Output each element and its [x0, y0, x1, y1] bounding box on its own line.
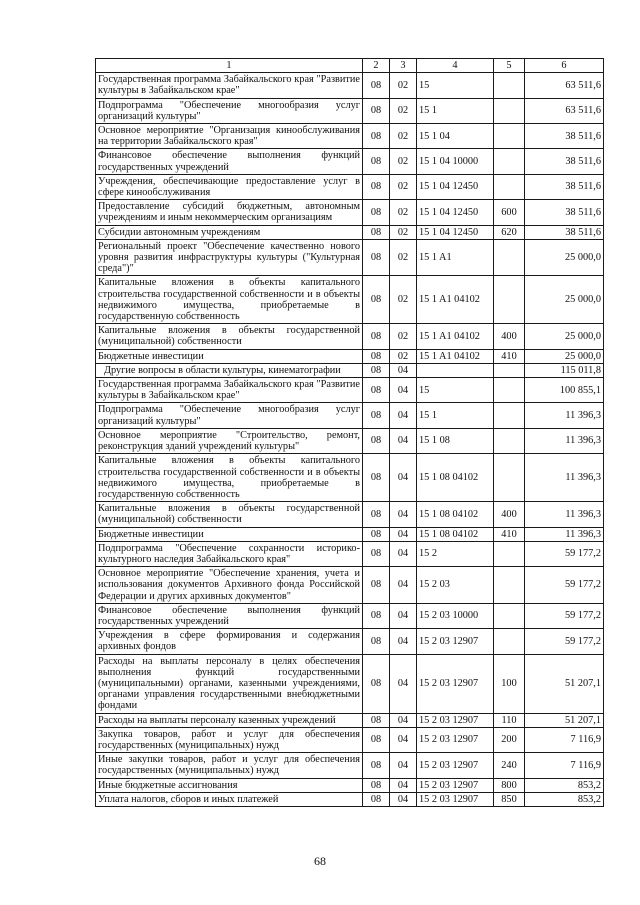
- cell-subsection: 02: [390, 324, 417, 349]
- cell-subsection: 04: [390, 378, 417, 403]
- cell-expense-type: 600: [494, 200, 525, 225]
- table-row: [96, 792, 604, 806]
- table-row: [96, 73, 604, 98]
- cell-expense-type: 400: [494, 502, 525, 527]
- cell-name: Государственная программа Забайкальского края "Развитие культуры в Забайкальском крае": [96, 378, 363, 403]
- cell-name: Основное мероприятие "Строительство, ремонт, реконструкция зданий учреждений культуры": [96, 428, 363, 453]
- cell-subsection: 04: [390, 502, 417, 527]
- cell-name: Подпрограмма "Обеспечение многообразия услуг организаций культуры": [96, 403, 363, 428]
- cell-section: 08: [363, 454, 390, 502]
- cell-amount: 11 396,3: [525, 527, 604, 541]
- cell-section: 08: [363, 527, 390, 541]
- table-row: [96, 239, 604, 276]
- cell-section: 08: [363, 603, 390, 628]
- cell-name: Иные закупки товаров, работ и услуг для обеспечения государственных (муниципальных) нужд: [96, 753, 363, 778]
- cell-amount: 59 177,2: [525, 603, 604, 628]
- cell-name: Другие вопросы в области культуры, кинематографии: [96, 363, 363, 377]
- header-row: [96, 59, 604, 73]
- table-row: [96, 378, 604, 403]
- cell-name: Бюджетные инвестиции: [96, 527, 363, 541]
- cell-target-article: 15 1 04 12450: [417, 225, 494, 239]
- cell-name: Субсидии автономным учреждениям: [96, 225, 363, 239]
- cell-amount: 25 000,0: [525, 349, 604, 363]
- cell-section: 08: [363, 149, 390, 174]
- cell-subsection: 04: [390, 629, 417, 654]
- cell-amount: 7 116,9: [525, 727, 604, 752]
- cell-section: 08: [363, 727, 390, 752]
- cell-target-article: 15 2 03: [417, 567, 494, 604]
- cell-amount: 100 855,1: [525, 378, 604, 403]
- cell-subsection: 04: [390, 363, 417, 377]
- page-number: 68: [314, 854, 326, 868]
- cell-expense-type: 850: [494, 792, 525, 806]
- cell-subsection: 02: [390, 200, 417, 225]
- cell-amount: 63 511,6: [525, 98, 604, 123]
- cell-amount: 853,2: [525, 778, 604, 792]
- cell-amount: 25 000,0: [525, 239, 604, 276]
- cell-expense-type: [494, 73, 525, 98]
- cell-section: 08: [363, 654, 390, 713]
- cell-target-article: 15 1 A1: [417, 239, 494, 276]
- table-row: [96, 541, 604, 566]
- cell-name: Учреждения в сфере формирования и содержания архивных фондов: [96, 629, 363, 654]
- cell-amount: 853,2: [525, 792, 604, 806]
- cell-name: Бюджетные инвестиции: [96, 349, 363, 363]
- cell-subsection: 04: [390, 713, 417, 727]
- cell-name: Иные бюджетные ассигнования: [96, 778, 363, 792]
- cell-subsection: 02: [390, 174, 417, 199]
- cell-expense-type: [494, 567, 525, 604]
- cell-target-article: 15 1 A1 04102: [417, 349, 494, 363]
- cell-expense-type: 200: [494, 727, 525, 752]
- cell-subsection: 04: [390, 654, 417, 713]
- cell-expense-type: [494, 239, 525, 276]
- cell-section: 08: [363, 124, 390, 149]
- cell-expense-type: 800: [494, 778, 525, 792]
- cell-subsection: 02: [390, 149, 417, 174]
- cell-amount: 59 177,2: [525, 541, 604, 566]
- cell-expense-type: [494, 403, 525, 428]
- cell-target-article: 15 1 04: [417, 124, 494, 149]
- cell-section: 08: [363, 98, 390, 123]
- cell-target-article: 15 2: [417, 541, 494, 566]
- cell-expense-type: 240: [494, 753, 525, 778]
- cell-expense-type: [494, 276, 525, 324]
- cell-subsection: 04: [390, 567, 417, 604]
- cell-subsection: 02: [390, 98, 417, 123]
- table-row: [96, 349, 604, 363]
- cell-amount: 59 177,2: [525, 629, 604, 654]
- cell-expense-type: [494, 541, 525, 566]
- cell-target-article: 15 1 A1 04102: [417, 276, 494, 324]
- table-row: [96, 527, 604, 541]
- cell-name: Финансовое обеспечение выполнения функций государственных учреждений: [96, 149, 363, 174]
- cell-target-article: 15 1 04 10000: [417, 149, 494, 174]
- cell-expense-type: [494, 98, 525, 123]
- cell-expense-type: [494, 454, 525, 502]
- table-row: [96, 753, 604, 778]
- cell-name: Капитальные вложения в объекты государственной (муниципальной) собственности: [96, 324, 363, 349]
- table-row: [96, 629, 604, 654]
- cell-name: Расходы на выплаты персоналу казенных учреждений: [96, 713, 363, 727]
- cell-section: 08: [363, 276, 390, 324]
- cell-amount: 38 511,6: [525, 124, 604, 149]
- cell-expense-type: 400: [494, 324, 525, 349]
- cell-target-article: 15: [417, 73, 494, 98]
- cell-section: 08: [363, 174, 390, 199]
- cell-amount: 38 511,6: [525, 225, 604, 239]
- table-row: [96, 174, 604, 199]
- cell-subsection: 04: [390, 454, 417, 502]
- cell-subsection: 04: [390, 403, 417, 428]
- cell-target-article: 15 2 03 12907: [417, 713, 494, 727]
- table-row: [96, 727, 604, 752]
- cell-target-article: 15 1 04 12450: [417, 200, 494, 225]
- table-row: [96, 324, 604, 349]
- cell-section: 08: [363, 567, 390, 604]
- cell-section: 08: [363, 200, 390, 225]
- cell-name: Государственная программа Забайкальского края "Развитие культуры в Забайкальском крае": [96, 73, 363, 98]
- cell-name: Подпрограмма "Обеспечение многообразия услуг организаций культуры": [96, 98, 363, 123]
- cell-amount: 38 511,6: [525, 174, 604, 199]
- cell-expense-type: [494, 124, 525, 149]
- cell-amount: 63 511,6: [525, 73, 604, 98]
- cell-target-article: 15 1: [417, 98, 494, 123]
- budget-table: [95, 58, 604, 807]
- cell-name: Капитальные вложения в объекты капитального строительства государственной собственности и в объекты недвижимого имущества, приобретаемые в государственную собственность: [96, 276, 363, 324]
- cell-expense-type: [494, 174, 525, 199]
- table-row: [96, 200, 604, 225]
- table-row: [96, 124, 604, 149]
- table-row: [96, 454, 604, 502]
- cell-section: 08: [363, 502, 390, 527]
- table-row: [96, 363, 604, 377]
- cell-amount: 51 207,1: [525, 713, 604, 727]
- cell-subsection: 02: [390, 124, 417, 149]
- header-col-1: 1: [96, 59, 363, 73]
- cell-amount: 11 396,3: [525, 403, 604, 428]
- cell-section: 08: [363, 428, 390, 453]
- header-col-4: 4: [417, 59, 494, 73]
- cell-expense-type: 410: [494, 527, 525, 541]
- cell-subsection: 02: [390, 239, 417, 276]
- cell-amount: 11 396,3: [525, 428, 604, 453]
- cell-subsection: 02: [390, 276, 417, 324]
- cell-expense-type: [494, 149, 525, 174]
- cell-amount: 38 511,6: [525, 200, 604, 225]
- cell-expense-type: 110: [494, 713, 525, 727]
- cell-section: 08: [363, 378, 390, 403]
- header-col-3: 3: [390, 59, 417, 73]
- cell-expense-type: 620: [494, 225, 525, 239]
- cell-name: Капитальные вложения в объекты государственной (муниципальной) собственности: [96, 502, 363, 527]
- cell-subsection: 04: [390, 792, 417, 806]
- cell-subsection: 04: [390, 603, 417, 628]
- cell-name: Предоставление субсидий бюджетным, автономным учреждениям и иным некоммерческим организациям: [96, 200, 363, 225]
- cell-target-article: 15: [417, 378, 494, 403]
- cell-section: 08: [363, 778, 390, 792]
- cell-target-article: 15 1 08: [417, 428, 494, 453]
- cell-target-article: 15 1 08 04102: [417, 527, 494, 541]
- cell-subsection: 04: [390, 753, 417, 778]
- table-row: [96, 149, 604, 174]
- table-row: [96, 98, 604, 123]
- table-row: [96, 403, 604, 428]
- table-row: [96, 428, 604, 453]
- cell-subsection: 04: [390, 541, 417, 566]
- cell-target-article: 15 1: [417, 403, 494, 428]
- table-body: [96, 73, 604, 807]
- cell-target-article: 15 1 A1 04102: [417, 324, 494, 349]
- header-col-5: 5: [494, 59, 525, 73]
- cell-section: 08: [363, 349, 390, 363]
- cell-target-article: 15 2 03 12907: [417, 778, 494, 792]
- cell-amount: 25 000,0: [525, 276, 604, 324]
- cell-amount: 38 511,6: [525, 149, 604, 174]
- cell-subsection: 02: [390, 349, 417, 363]
- cell-amount: 25 000,0: [525, 324, 604, 349]
- cell-expense-type: [494, 363, 525, 377]
- cell-section: 08: [363, 541, 390, 566]
- cell-section: 08: [363, 792, 390, 806]
- cell-section: 08: [363, 239, 390, 276]
- table-row: [96, 713, 604, 727]
- cell-subsection: 04: [390, 727, 417, 752]
- cell-expense-type: [494, 428, 525, 453]
- table-row: [96, 225, 604, 239]
- cell-target-article: [417, 363, 494, 377]
- cell-target-article: 15 2 03 12907: [417, 654, 494, 713]
- cell-name: Основное мероприятие "Обеспечение хранения, учета и использования документов Архивного фонда Российской Федерации и других архивных документов": [96, 567, 363, 604]
- cell-section: 08: [363, 225, 390, 239]
- header-col-6: 6: [525, 59, 604, 73]
- cell-subsection: 04: [390, 527, 417, 541]
- cell-name: Региональный проект "Обеспечение качественно нового уровня развития инфраструктуры культуры ("Культурная среда")": [96, 239, 363, 276]
- cell-amount: 115 011,8: [525, 363, 604, 377]
- cell-amount: 51 207,1: [525, 654, 604, 713]
- cell-section: 08: [363, 713, 390, 727]
- cell-expense-type: [494, 629, 525, 654]
- table-row: [96, 276, 604, 324]
- table-row: [96, 567, 604, 604]
- cell-target-article: 15 1 04 12450: [417, 174, 494, 199]
- cell-target-article: 15 2 03 12907: [417, 629, 494, 654]
- cell-section: 08: [363, 324, 390, 349]
- cell-expense-type: [494, 603, 525, 628]
- cell-subsection: 02: [390, 73, 417, 98]
- cell-amount: 11 396,3: [525, 502, 604, 527]
- cell-section: 08: [363, 403, 390, 428]
- table-header: [96, 59, 604, 73]
- table-row: [96, 502, 604, 527]
- cell-section: 08: [363, 73, 390, 98]
- table-row: [96, 778, 604, 792]
- cell-amount: 59 177,2: [525, 567, 604, 604]
- cell-section: 08: [363, 753, 390, 778]
- table-row: [96, 654, 604, 713]
- cell-name: Основное мероприятие "Организация кинообслуживания на территории Забайкальского края": [96, 124, 363, 149]
- cell-target-article: 15 2 03 12907: [417, 727, 494, 752]
- cell-name: Уплата налогов, сборов и иных платежей: [96, 792, 363, 806]
- cell-expense-type: 410: [494, 349, 525, 363]
- cell-target-article: 15 1 08 04102: [417, 502, 494, 527]
- table-row: [96, 603, 604, 628]
- cell-amount: 11 396,3: [525, 454, 604, 502]
- cell-subsection: 02: [390, 225, 417, 239]
- cell-name: Закупка товаров, работ и услуг для обеспечения государственных (муниципальных) нужд: [96, 727, 363, 752]
- cell-target-article: 15 2 03 12907: [417, 792, 494, 806]
- cell-name: Капитальные вложения в объекты капитального строительства государственной собственности и в объекты недвижимого имущества, приобретаемые в государственную собственность: [96, 454, 363, 502]
- header-col-2: 2: [363, 59, 390, 73]
- cell-name: Подпрограмма "Обеспечение сохранности историко-культурного наследия Забайкальского края": [96, 541, 363, 566]
- cell-section: 08: [363, 363, 390, 377]
- cell-target-article: 15 1 08 04102: [417, 454, 494, 502]
- cell-subsection: 04: [390, 428, 417, 453]
- cell-section: 08: [363, 629, 390, 654]
- cell-target-article: 15 2 03 10000: [417, 603, 494, 628]
- cell-target-article: 15 2 03 12907: [417, 753, 494, 778]
- cell-name: Расходы на выплаты персоналу в целях обеспечения выполнения функций государственными (муниципальными) органами, казенными учреждениями, органами управления государственными внебюджетными фондами: [96, 654, 363, 713]
- cell-subsection: 04: [390, 778, 417, 792]
- cell-amount: 7 116,9: [525, 753, 604, 778]
- cell-name: Финансовое обеспечение выполнения функций государственных учреждений: [96, 603, 363, 628]
- cell-name: Учреждения, обеспечивающие предоставление услуг в сфере кинообслуживания: [96, 174, 363, 199]
- cell-expense-type: [494, 378, 525, 403]
- cell-expense-type: 100: [494, 654, 525, 713]
